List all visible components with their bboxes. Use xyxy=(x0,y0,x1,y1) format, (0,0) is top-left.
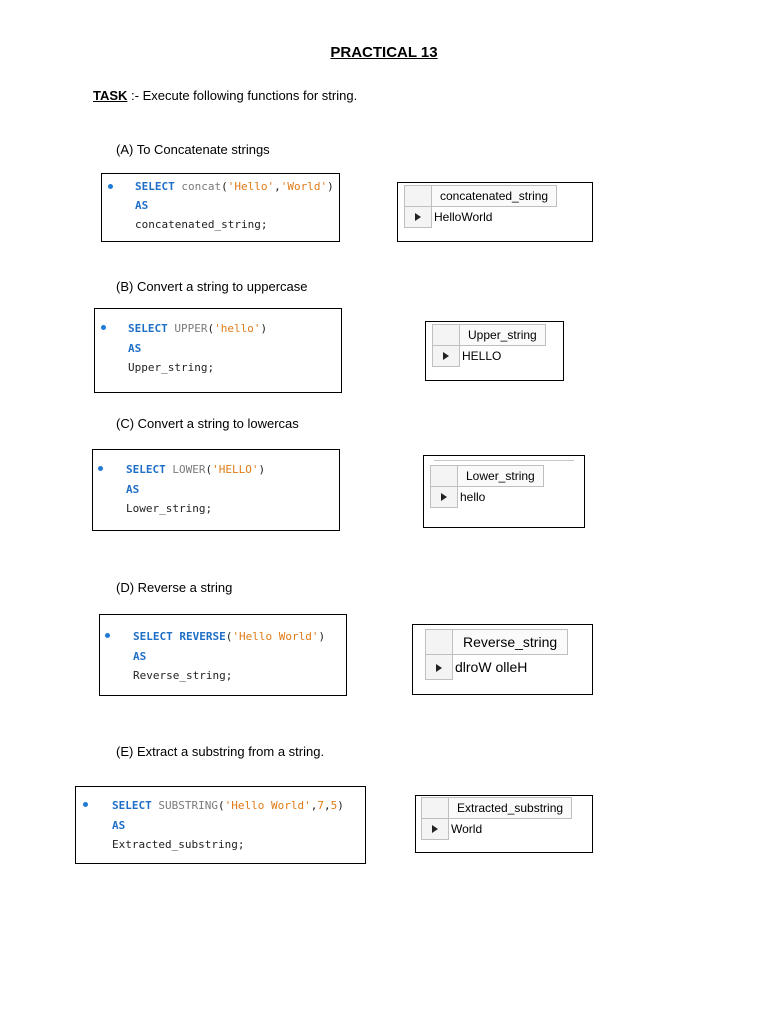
task-label: TASK xyxy=(93,88,128,103)
result-cell[interactable]: HELLO xyxy=(460,346,546,367)
result-cell[interactable]: HelloWorld xyxy=(432,207,557,228)
code-line-as: AS xyxy=(112,819,126,832)
section-a-heading: (A) To Concatenate strings xyxy=(116,142,270,157)
row-pointer-icon xyxy=(441,493,447,501)
code-line-as: AS xyxy=(126,483,140,496)
section-c-result-grid xyxy=(423,455,585,528)
bullet-icon xyxy=(83,802,88,807)
column-header[interactable]: Lower_string xyxy=(458,466,544,487)
result-cell[interactable]: hello xyxy=(458,487,544,508)
section-d-result-grid xyxy=(412,624,593,695)
column-header[interactable]: concatenated_string xyxy=(432,186,557,207)
row-pointer-icon xyxy=(443,352,449,360)
section-d-heading: (D) Reverse a string xyxy=(116,580,233,595)
section-a-result-grid xyxy=(397,182,593,242)
row-pointer-icon xyxy=(432,825,438,833)
code-line-select: SELECT UPPER('hello') xyxy=(128,322,268,335)
bullet-icon xyxy=(108,184,113,189)
section-c-heading: (C) Convert a string to lowercas xyxy=(116,416,299,431)
column-header[interactable]: Upper_string xyxy=(460,325,546,346)
result-cell[interactable]: World xyxy=(449,819,572,840)
column-header[interactable]: Reverse_string xyxy=(453,630,568,655)
section-b-code-box xyxy=(94,308,342,393)
section-c-code-box xyxy=(92,449,340,531)
code-line-select: SELECT REVERSE('Hello World') xyxy=(133,630,326,643)
bullet-icon xyxy=(101,325,106,330)
section-e-heading: (E) Extract a substring from a string. xyxy=(116,744,325,759)
code-line-alias: Lower_string; xyxy=(126,502,213,515)
toolbar-fragment xyxy=(434,456,574,461)
code-line-alias: concatenated_string; xyxy=(135,218,268,231)
task-text: :- Execute following functions for string. xyxy=(127,88,358,103)
result-cell[interactable]: dlroW olleH xyxy=(453,655,568,680)
task-line xyxy=(93,88,357,103)
bullet-icon xyxy=(98,466,103,471)
section-b-result-grid xyxy=(425,321,564,381)
section-e-code-box xyxy=(75,786,366,864)
code-line-alias: Reverse_string; xyxy=(133,669,233,682)
page-title: PRACTICAL 13 xyxy=(330,44,438,61)
code-line-select: SELECT SUBSTRING('Hello World',7,5) xyxy=(112,799,344,812)
code-line-select: SELECT concat('Hello','World') xyxy=(135,180,334,193)
row-pointer-icon xyxy=(436,664,442,672)
section-a-code-box xyxy=(101,173,340,242)
section-e-result-grid xyxy=(415,795,593,853)
section-b-heading: (B) Convert a string to uppercase xyxy=(116,279,308,294)
code-line-as: AS xyxy=(135,199,149,212)
code-line-alias: Extracted_substring; xyxy=(112,838,245,851)
row-pointer-icon xyxy=(415,213,421,221)
code-line-as: AS xyxy=(133,650,147,663)
code-line-alias: Upper_string; xyxy=(128,361,215,374)
section-d-code-box xyxy=(99,614,347,696)
column-header[interactable]: Extracted_substring xyxy=(449,798,572,819)
bullet-icon xyxy=(105,633,110,638)
code-line-as: AS xyxy=(128,342,142,355)
code-line-select: SELECT LOWER('HELLO') xyxy=(126,463,266,476)
